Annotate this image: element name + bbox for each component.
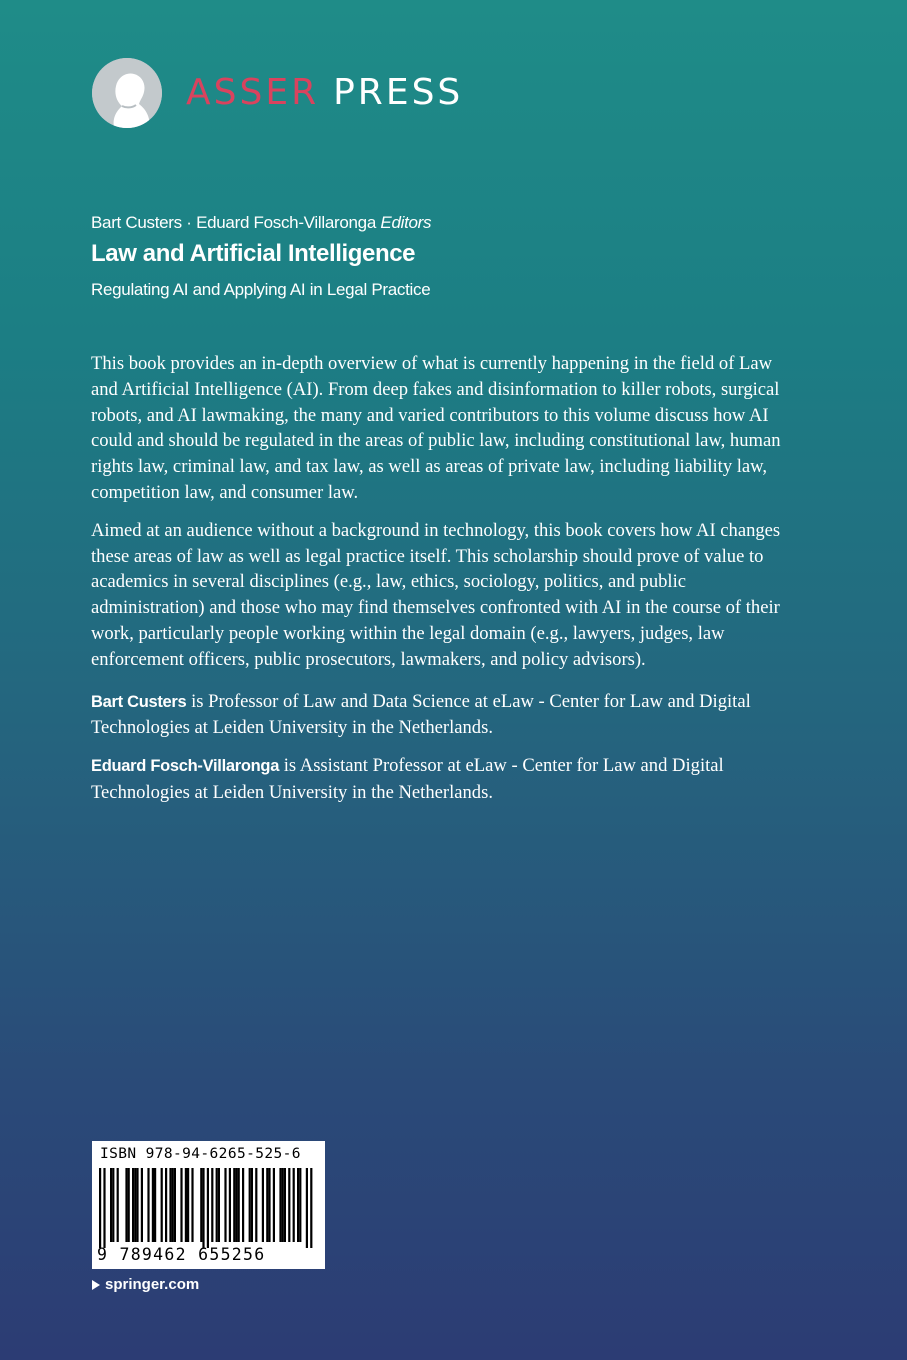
barcode-bar (136, 1168, 138, 1242)
barcode-bar (297, 1168, 299, 1242)
barcode-bar (299, 1168, 301, 1242)
barcode-bar (125, 1168, 127, 1242)
barcode-bar (229, 1168, 231, 1242)
barcode-bar (200, 1168, 202, 1242)
logo-word-press: PRESS (333, 72, 464, 113)
barcode-bar (154, 1168, 156, 1242)
barcode-bar (207, 1168, 209, 1248)
barcode-bar (180, 1168, 182, 1242)
barcode-bar (147, 1168, 149, 1242)
editor-names: Bart Custers · Eduard Fosch-Villaronga (91, 213, 376, 232)
barcode-bar (282, 1168, 284, 1242)
barcode-bar (185, 1168, 187, 1242)
editors-role: Editors (380, 213, 432, 232)
barcode-bar (262, 1168, 264, 1242)
barcode-bar (268, 1168, 270, 1242)
editor-bio-1 (91, 689, 791, 742)
barcode-bar (172, 1168, 174, 1242)
barcode-bar (249, 1168, 251, 1242)
barcode-bar (279, 1168, 281, 1242)
barcode-bar (233, 1168, 235, 1242)
barcode-bar (251, 1168, 253, 1242)
triangle-right-icon (92, 1280, 100, 1290)
barcode-bar (132, 1168, 134, 1242)
barcode-bar (310, 1168, 312, 1248)
barcode-bar (141, 1168, 143, 1242)
barcode-bar (293, 1168, 295, 1242)
barcode-bar (288, 1168, 290, 1242)
barcode-bar (202, 1168, 204, 1248)
barcode-bar (242, 1168, 244, 1242)
barcode-bar (273, 1168, 275, 1242)
barcode-bar (110, 1168, 112, 1242)
description-paragraph-1: This book provides an in-depth overview of what is currently happening in the field of Law and Artificial Intelligence (AI). From deep fakes and disinformation to killer robots, surgical robots, and AI lawmaking, the many and varied contributors to this volume discuss how AI could and should be regulated in the areas of public law, including constitutional law, human rights law, criminal law, and tax law, as well as areas of private law, including liability law, competition law, and consumer law. (91, 353, 781, 503)
barcode-bar (218, 1168, 220, 1242)
barcode-bar (99, 1168, 101, 1248)
barcode-bar (169, 1168, 171, 1242)
book-editors (91, 213, 431, 233)
description-paragraph-2: Aimed at an audience without a background in technology, this book covers how AI changes these areas of law as well as legal practice itself. This scholarship should prove of value to academics in several disciplines (e.g., law, ethics, sociology, politics, and public administration) and those who may find themselves confronted with AI in the course of their work, particularly people working within the legal domain (e.g., lawyers, judges, law enforcement officers, public prosecutors, lawmakers, and policy advisors). (91, 519, 781, 670)
barcode-bar (103, 1168, 105, 1248)
barcode-bar (216, 1168, 218, 1242)
publisher-website[interactable] (92, 1276, 199, 1293)
barcode-bar (117, 1168, 119, 1242)
barcode-digits: 9 789462 655256 (97, 1245, 266, 1264)
barcode-bar (255, 1168, 257, 1242)
bio-name: Eduard Fosch-Villaronga (91, 757, 280, 776)
barcode-bars (99, 1168, 318, 1248)
bio-name: Bart Custers (91, 692, 187, 711)
barcode-bar (238, 1168, 240, 1242)
barcode-bar (284, 1168, 286, 1242)
barcode-bar (211, 1168, 213, 1242)
portrait-medallion-icon (92, 58, 162, 128)
book-subtitle: Regulating AI and Applying AI in Legal Practice (91, 280, 431, 299)
isbn-label: ISBN 978-94-6265-525-6 (100, 1146, 301, 1162)
barcode-bar (165, 1168, 167, 1242)
back-cover-text (91, 351, 791, 818)
barcode-bar (266, 1168, 268, 1242)
barcode-bar (224, 1168, 226, 1242)
editor-bio-2 (91, 753, 791, 806)
publisher-logo (92, 58, 463, 128)
bio-text: is Assistant Professor at eLaw - Center for Law and Digital Technologies at Leiden University in the Netherlands. (91, 755, 724, 803)
barcode-bar (161, 1168, 163, 1242)
barcode-bar (191, 1168, 193, 1242)
barcode-bar (306, 1168, 308, 1248)
barcode-bar (174, 1168, 176, 1242)
barcode-bar (152, 1168, 154, 1242)
logo-word-asser: ASSER (186, 72, 320, 113)
isbn-barcode (92, 1141, 325, 1269)
website-label: springer.com (105, 1276, 200, 1293)
barcode-bar (128, 1168, 130, 1242)
book-title: Law and Artificial Intelligence (91, 240, 416, 267)
bio-text: is Professor of Law and Data Science at eLaw - Center for Law and Digital Technologies at Leiden University in the Netherlands. (91, 690, 751, 739)
publisher-wordmark (186, 58, 463, 128)
barcode-bar (134, 1168, 136, 1242)
barcode-bar (235, 1168, 237, 1242)
barcode-bar (187, 1168, 189, 1242)
barcode-bar (112, 1168, 114, 1242)
